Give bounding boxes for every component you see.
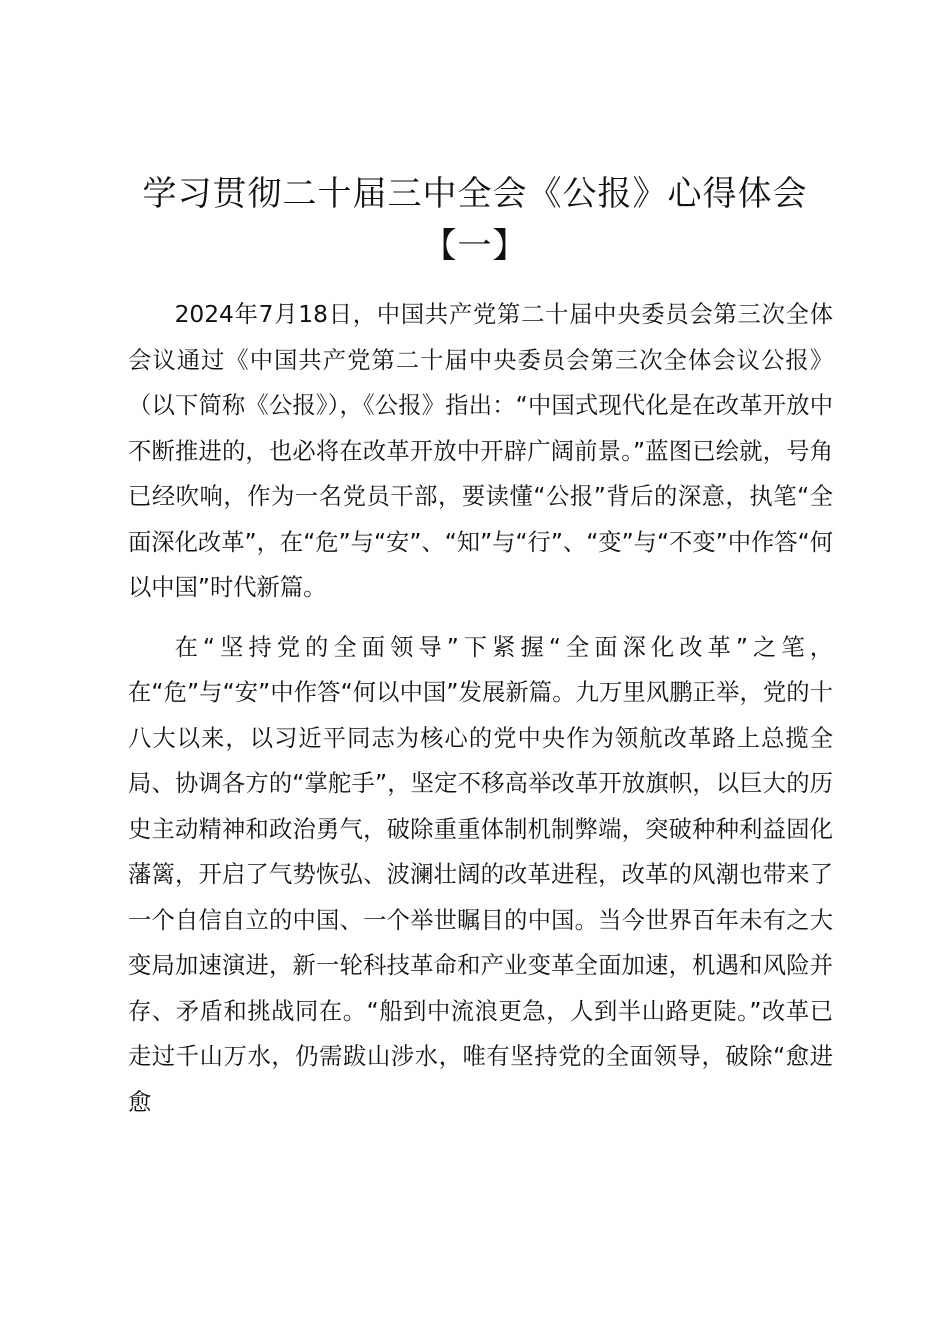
paragraph-1: 2024年7月18日，中国共产党第二十届中央委员会第三次全体会议通过《中国共产党第二十届中央委员会第三次全体会议公报》（以下简称《公报》），《公报》指出：“中国式现代化是在改革开放中不断推进的，也必将在改革开放中开辟广阔前景。”蓝图已绘就，号角已经吹响，作为一名党员干部，要读懂“公报”背后的深意，执笔“全面深化改革”，在“危”与“安”、“知”与“行”、“变”与“不变”中作答“何以中国”时代新篇。 [128,301,833,601]
document-body [128,292,833,1125]
title-line-2: 【一】 [422,226,528,266]
paragraph-2: 在“坚持党的全面领导”下紧握“全面深化改革”之笔，在“危”与“安”中作答“何以中国”发展新篇。九万里风鹏正举，党的十八大以来，以习近平同志为核心的党中央作为领航改革路上总揽全局、协调各方的“掌舵手”，坚定不移高举改革开放旗帜，以巨大的历史主动精神和政治勇气，破除重重体制机制弊端，突破种种利益固化藩篱，开启了气势恢弘、波澜壮阔的改革进程，改革的风潮也带来了一个自信自立的中国、一个举世瞩目的中国。当今世界百年未有之大变局加速演进，新一轮科技革命和产业变革全面加速，机遇和风险并存、矛盾和挑战同在。“船到中流浪更急，人到半山路更陡。”改革已走过千山万水，仍需跋山涉水，唯有坚持党的全面领导，破除“愈进愈 [128,633,833,1116]
document-title [110,168,840,272]
title-line-1: 学习贯彻二十届三中全会《公报》心得体会 [142,174,808,214]
